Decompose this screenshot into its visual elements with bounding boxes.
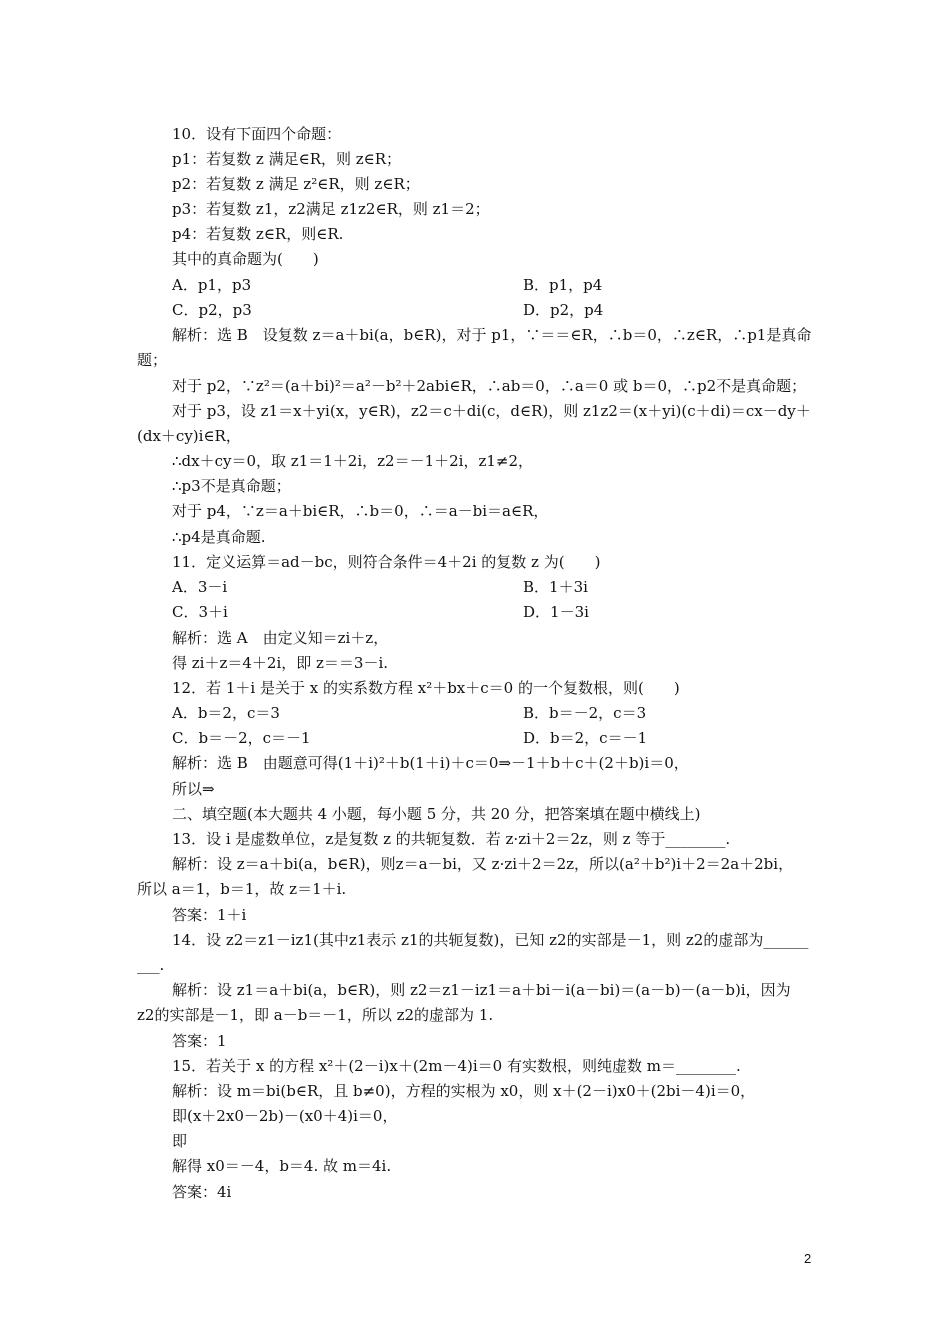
solution-line: 解析：设 z1＝a＋bi(a，b∈R)，则 z2＝z1－iz1＝a＋bi－i(a－bi)＝(a－b)－(a－b)i，因为 xyxy=(172,981,791,999)
solution-line: (dx＋cy)i∈R， xyxy=(137,427,241,445)
question-15-stem: 15．若关于 x 的方程 x²＋(2－i)x＋(2m－4)i＝0 有实数根，则纯虚数 m＝________. xyxy=(172,1057,741,1075)
question-11-stem: 11．定义运算＝ad－bc，则符合条件＝4＋2i 的复数 z 为( ) xyxy=(172,553,601,571)
option-c: C．3＋i xyxy=(172,603,228,621)
solution-line: 题； xyxy=(137,351,168,369)
solution-line: 解析：选 B 由题意可得(1＋i)²＋b(1＋i)＋c＝0⇒－1＋b＋c＋(2＋b)i＝0， xyxy=(172,754,689,772)
solution-line: 解析：选 A 由定义知＝zi＋z， xyxy=(172,629,389,647)
solution-line: 解得 x0＝－4，b＝4. 故 m＝4i. xyxy=(172,1157,392,1175)
solution-line: 解析：选 B 设复数 z＝a＋bi(a，b∈R)，对于 p1，∵＝＝∈R，∴b＝0，∴z∈R，∴p1是真命 xyxy=(172,326,812,344)
proposition-p4: p4：若复数 z∈R，则∈R. xyxy=(172,225,344,243)
question-10-prompt: 其中的真命题为( ) xyxy=(172,250,319,268)
solution-line: ∴dx＋cy＝0，取 z1＝1＋2i，z2＝－1＋2i，z1≠2， xyxy=(172,452,534,470)
option-b: B．p1，p4 xyxy=(523,276,603,294)
solution-line: 解析：设 m＝bi(b∈R，且 b≠0)，方程的实根为 x0，则 x＋(2－i)x0＋(2bi－4)i＝0， xyxy=(172,1082,756,1100)
question-13-stem: 13．设 i 是虚数单位，z是复数 z 的共轭复数．若 z·zi＋2＝2z，则 z 等于________. xyxy=(172,830,731,848)
solution-line: 解析：设 z＝a＋bi(a，b∈R)，则z＝a－bi，又 z·zi＋2＝2z，所以(a²＋b²)i＋2＝2a＋2bi， xyxy=(172,855,794,873)
proposition-p2: p2：若复数 z 满足 z²∈R，则 z∈R； xyxy=(172,175,420,193)
option-d: D．p2，p4 xyxy=(523,301,604,319)
solution-line: ∴p3不是真命题； xyxy=(172,477,291,495)
proposition-p3: p3：若复数 z1，z2满足 z1z2∈R，则 z1＝2； xyxy=(172,200,490,218)
section-heading: 二、填空题(本大题共 4 小题，每小题 5 分，共 20 分，把答案填在题中横线上) xyxy=(172,805,701,823)
answer-line: 答案：1＋i xyxy=(172,906,247,924)
answer-line: 答案：1 xyxy=(172,1032,227,1050)
option-d: D．1－3i xyxy=(523,603,589,621)
solution-line: 所以 a＝1，b＝1，故 z＝1＋i. xyxy=(137,880,347,898)
solution-line: 即 xyxy=(172,1132,188,1150)
solution-line: ∴p4是真命题. xyxy=(172,528,266,546)
question-14-stem: 14．设 z2＝z1－iz1(其中z1表示 z1的共轭复数)，已知 z2的实部是－1，则 z2的虚部为______ xyxy=(172,931,809,949)
question-10-stem: 10．设有下面四个命题： xyxy=(172,125,342,143)
solution-line: z2的实部是－1，即 a－b＝－1，所以 z2的虚部为 1. xyxy=(137,1006,494,1024)
option-a: A．p1，p3 xyxy=(172,276,252,294)
option-d: D．b＝2，c＝－1 xyxy=(523,729,648,747)
question-12-stem: 12．若 1＋i 是关于 x 的实系数方程 x²＋bx＋c＝0 的一个复数根，则( ) xyxy=(172,679,680,697)
solution-line: 得 zi＋z＝4＋2i，即 z＝＝3－i. xyxy=(172,654,389,672)
option-a: A．b＝2，c＝3 xyxy=(172,704,280,722)
proposition-p1: p1：若复数 z 满足∈R，则 z∈R； xyxy=(172,150,402,168)
option-b: B．b＝－2，c＝3 xyxy=(523,704,647,722)
question-14-stem-continued: ___. xyxy=(137,956,165,974)
solution-line: 对于 p3，设 z1＝x＋yi(x，y∈R)，z2＝c＋di(c，d∈R)，则 z1z2＝(x＋yi)(c＋di)＝cx－dy＋ xyxy=(172,402,811,420)
option-a: A．3－i xyxy=(172,578,228,596)
solution-line: 即(x＋2x0－2b)－(x0＋4)i＝0， xyxy=(172,1107,398,1125)
option-c: C．p2，p3 xyxy=(172,301,252,319)
option-c: C．b＝－2，c＝－1 xyxy=(172,729,311,747)
page-number: 2 xyxy=(804,1251,812,1266)
solution-line: 对于 p2，∵z²＝(a＋bi)²＝a²－b²＋2abi∈R，∴ab＝0，∴a＝0 或 b＝0，∴p2不是真命题； xyxy=(172,377,807,395)
answer-line: 答案：4i xyxy=(172,1183,232,1201)
solution-line: 对于 p4，∵z＝a＋bi∈R，∴b＝0，∴＝a－bi＝a∈R， xyxy=(172,502,549,520)
option-b: B．1＋3i xyxy=(523,578,588,596)
solution-line: 所以⇒ xyxy=(172,780,215,798)
